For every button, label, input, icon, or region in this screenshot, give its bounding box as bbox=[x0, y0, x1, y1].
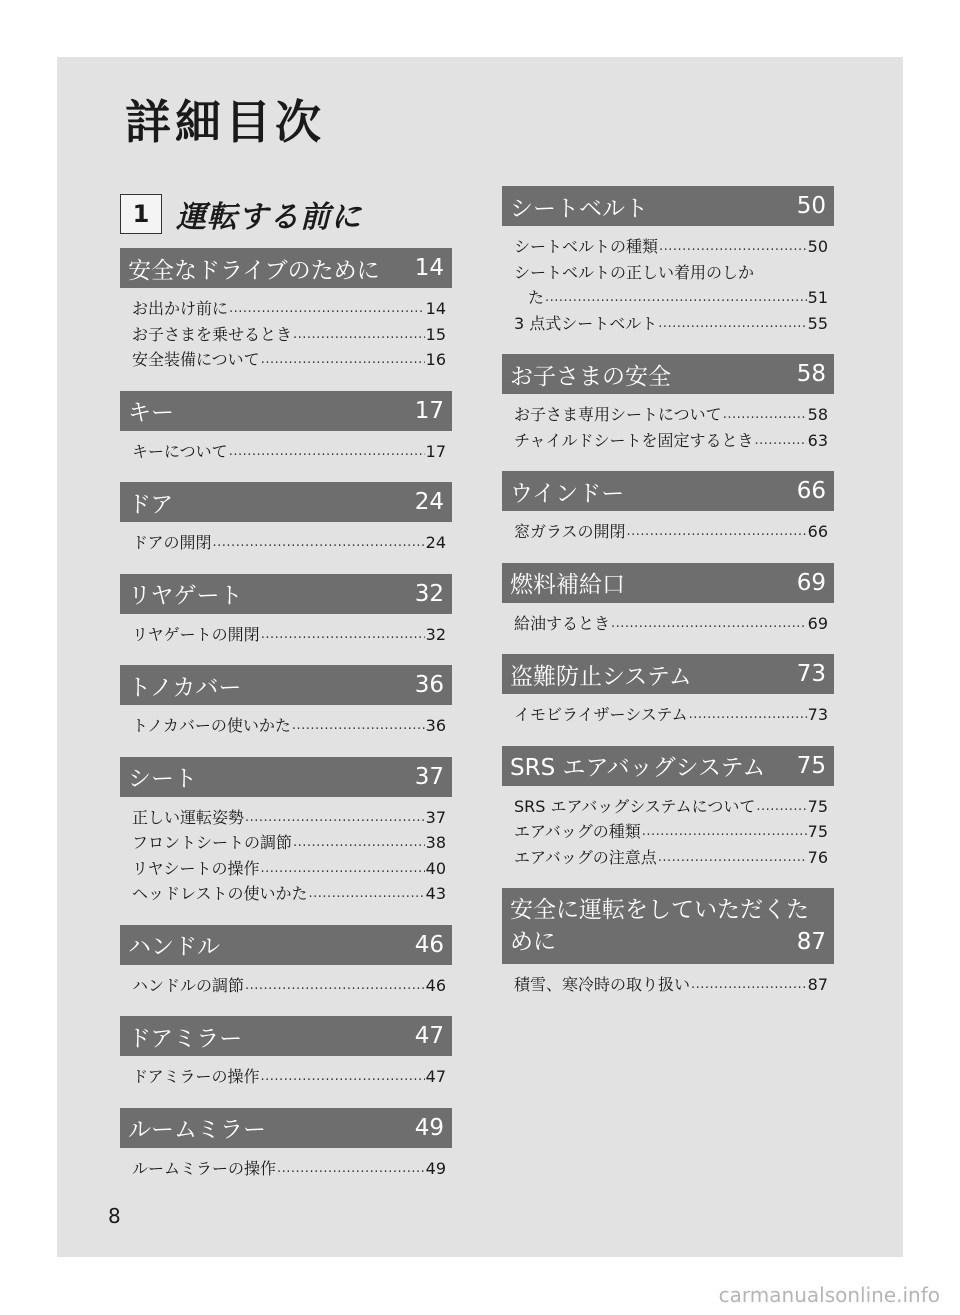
section-title: 燃料補給口 bbox=[510, 572, 625, 598]
toc-entry[interactable] bbox=[132, 973, 446, 999]
page-title: 詳細目次 bbox=[125, 95, 325, 149]
toc-entry[interactable] bbox=[514, 285, 828, 311]
section-page: 49 bbox=[414, 1114, 444, 1141]
entry-text: た bbox=[528, 288, 545, 307]
entry-list bbox=[120, 1148, 452, 1182]
dot-leader bbox=[245, 971, 425, 999]
entry-text: お子さま専用シートについて bbox=[514, 405, 722, 424]
entry-page: 49 bbox=[425, 1158, 446, 1178]
entry-text: SRS エアバッグシステムについて bbox=[514, 796, 756, 816]
section-header[interactable] bbox=[120, 482, 452, 522]
entry-text: キーについて bbox=[132, 441, 228, 461]
toc-entry-multiline[interactable] bbox=[514, 260, 828, 311]
entry-page: 55 bbox=[807, 313, 828, 333]
section-page: 17 bbox=[414, 397, 444, 424]
entry-list bbox=[502, 511, 834, 545]
entry-list bbox=[502, 394, 834, 453]
section-header[interactable] bbox=[502, 186, 834, 226]
section-page: 32 bbox=[414, 580, 444, 607]
section-header[interactable] bbox=[120, 1108, 452, 1148]
dot-leader bbox=[261, 345, 425, 373]
entry-text: エアバッグの注意点 bbox=[514, 847, 657, 867]
entry-page: 47 bbox=[425, 1067, 446, 1086]
section-title: SRS エアバッグシステム bbox=[510, 755, 766, 781]
chapter-title: 運転する前に bbox=[176, 200, 362, 235]
section-title: ウインドー bbox=[510, 480, 625, 507]
section-header[interactable] bbox=[120, 757, 452, 797]
entry-text: トノカバーの使いかた bbox=[132, 716, 291, 735]
entry-page: 75 bbox=[807, 796, 828, 816]
section-title: めに bbox=[510, 929, 556, 955]
entry-page: 76 bbox=[807, 847, 828, 867]
entry-list bbox=[120, 1056, 452, 1090]
section-header[interactable] bbox=[120, 925, 452, 965]
section-header[interactable] bbox=[120, 574, 452, 614]
page-number: 8 bbox=[108, 1204, 121, 1228]
section-page: 87 bbox=[796, 929, 826, 955]
section-header[interactable] bbox=[502, 354, 834, 394]
entry-page: 15 bbox=[425, 324, 446, 344]
toc-entry[interactable] bbox=[514, 428, 828, 454]
toc-entry[interactable] bbox=[132, 881, 446, 907]
section-title: お子さまの安全 bbox=[510, 363, 671, 390]
dot-leader bbox=[213, 528, 425, 556]
entry-text: イモビライザーシステム bbox=[514, 705, 688, 724]
chapter-heading bbox=[120, 192, 362, 236]
toc-entry[interactable] bbox=[132, 1064, 446, 1090]
entry-list bbox=[502, 786, 834, 871]
entry-text: フロントシートの調節 bbox=[132, 833, 293, 852]
dot-leader bbox=[756, 792, 806, 820]
dot-leader bbox=[689, 700, 807, 728]
section-title: ドア bbox=[128, 491, 174, 518]
toc-entry[interactable] bbox=[132, 296, 446, 322]
section-page: 50 bbox=[796, 193, 826, 219]
entry-page: 58 bbox=[807, 405, 828, 424]
entry-text: チャイルドシートを固定するとき bbox=[514, 430, 754, 450]
section-title: トノカバー bbox=[128, 674, 242, 701]
entry-list bbox=[502, 694, 834, 728]
section-page: 36 bbox=[414, 672, 444, 698]
entry-text: ヘッドレストの使いかた bbox=[132, 884, 308, 903]
dot-leader bbox=[292, 711, 425, 739]
toc-entry[interactable] bbox=[132, 856, 446, 882]
entry-list bbox=[502, 603, 834, 637]
entry-text: 給油するとき bbox=[514, 613, 611, 633]
section-title: リヤゲート bbox=[128, 583, 243, 609]
section-title: シート bbox=[128, 766, 197, 792]
entry-list bbox=[502, 226, 834, 336]
entry-text: 窓ガラスの開閉 bbox=[514, 522, 626, 541]
toc-entry[interactable] bbox=[514, 702, 828, 728]
entry-text: 3 点式シートベルト bbox=[514, 313, 658, 333]
entry-page: 73 bbox=[807, 705, 828, 724]
toc-entry[interactable] bbox=[514, 311, 828, 337]
section-header[interactable] bbox=[502, 888, 834, 964]
entry-list bbox=[502, 964, 834, 998]
left-column bbox=[120, 248, 452, 1199]
toc-entry[interactable] bbox=[514, 611, 828, 637]
entry-page: 66 bbox=[807, 522, 828, 541]
entry-text: リヤゲートの開閉 bbox=[132, 624, 260, 644]
entry-page: 87 bbox=[807, 975, 828, 994]
toc-entry[interactable] bbox=[132, 713, 446, 739]
section-title: ハンドル bbox=[128, 934, 220, 960]
entry-text: 正しい運転姿勢 bbox=[132, 807, 245, 827]
entry-page: 17 bbox=[425, 441, 446, 461]
section-title: シートベルト bbox=[510, 195, 648, 222]
entry-text: 積雪、寒冷時の取り扱い bbox=[514, 975, 691, 994]
entry-page: 32 bbox=[425, 624, 446, 644]
dot-leader bbox=[659, 232, 807, 260]
entry-page: 40 bbox=[425, 858, 446, 878]
dot-leader bbox=[627, 517, 807, 545]
entry-page: 16 bbox=[425, 350, 446, 369]
watermark: carmanualsonline.info bbox=[718, 1283, 940, 1307]
section-header[interactable] bbox=[120, 1016, 452, 1056]
entry-text: シートベルトの種類 bbox=[514, 237, 659, 256]
entry-text: エアバッグの種類 bbox=[514, 822, 641, 841]
entry-list bbox=[120, 965, 452, 999]
section-title: 安全なドライブのために bbox=[128, 257, 380, 284]
entry-page: 24 bbox=[425, 533, 446, 552]
dot-leader bbox=[723, 400, 807, 428]
section-header[interactable] bbox=[502, 471, 834, 511]
toc-entry[interactable] bbox=[514, 234, 828, 260]
section-page: 37 bbox=[414, 763, 444, 790]
entry-page: 14 bbox=[425, 299, 446, 318]
dot-leader bbox=[658, 309, 806, 337]
entry-page: 36 bbox=[425, 716, 446, 735]
section-page: 73 bbox=[796, 661, 826, 687]
dot-leader bbox=[261, 620, 425, 648]
entry-page: 50 bbox=[807, 237, 828, 256]
section-title: 盗難防止システム bbox=[510, 663, 692, 690]
dot-leader bbox=[611, 609, 807, 637]
entry-page: 75 bbox=[807, 822, 828, 841]
entry-text: ドアミラーの操作 bbox=[132, 1067, 260, 1086]
chapter-number: 1 bbox=[120, 194, 162, 234]
section-page: 24 bbox=[414, 489, 444, 515]
section-title-row bbox=[510, 926, 826, 958]
dot-leader bbox=[309, 879, 425, 907]
dot-leader bbox=[261, 1062, 425, 1090]
entry-list bbox=[120, 614, 452, 648]
entry-text: ルームミラーの操作 bbox=[132, 1158, 277, 1178]
section-header[interactable] bbox=[502, 654, 834, 694]
toc-entry[interactable] bbox=[514, 519, 828, 545]
entry-page: 43 bbox=[425, 884, 446, 903]
entry-text: リヤシートの操作 bbox=[132, 858, 260, 878]
dot-leader bbox=[229, 294, 425, 322]
entry-text: ハンドルの調節 bbox=[132, 975, 245, 995]
entry-list bbox=[120, 705, 452, 739]
section-page: 66 bbox=[796, 478, 826, 504]
entry-page: 46 bbox=[425, 975, 446, 995]
entry-list bbox=[120, 288, 452, 373]
section-header[interactable] bbox=[120, 665, 452, 705]
entry-text: ドアの開閉 bbox=[132, 533, 212, 552]
entry-list bbox=[120, 797, 452, 907]
entry-page: 69 bbox=[807, 613, 828, 633]
dot-leader bbox=[691, 970, 807, 998]
section-header[interactable] bbox=[502, 563, 834, 603]
toc-entry[interactable] bbox=[132, 322, 446, 348]
section-header[interactable] bbox=[502, 746, 834, 786]
section-page: 46 bbox=[414, 931, 444, 958]
section-page: 75 bbox=[796, 752, 826, 779]
dot-leader bbox=[658, 843, 807, 871]
dot-leader bbox=[277, 1154, 425, 1182]
section-title-line1: 安全に運転をしていただくた bbox=[510, 897, 809, 923]
entry-text: 安全装備について bbox=[132, 350, 260, 369]
toc-entry[interactable] bbox=[514, 819, 828, 845]
toc-entry[interactable] bbox=[514, 402, 828, 428]
toc-entry[interactable] bbox=[514, 972, 828, 998]
toc-entry[interactable] bbox=[132, 1156, 446, 1182]
entry-list bbox=[120, 431, 452, 465]
dot-leader bbox=[229, 437, 425, 465]
entry-text: お出かけ前に bbox=[132, 299, 229, 318]
dot-leader bbox=[545, 283, 807, 311]
toc-entry[interactable] bbox=[514, 845, 828, 871]
toc-entry[interactable] bbox=[514, 794, 828, 820]
entry-page: 37 bbox=[425, 807, 446, 827]
entry-text-line1: シートベルトの正しい着用のしか bbox=[514, 262, 755, 282]
section-header[interactable] bbox=[120, 248, 452, 288]
section-page: 69 bbox=[796, 569, 826, 596]
entry-text: お子さまを乗せるとき bbox=[132, 324, 293, 344]
section-page: 14 bbox=[414, 255, 444, 281]
entry-page: 38 bbox=[425, 833, 446, 852]
entry-list bbox=[120, 522, 452, 556]
entry-page: 63 bbox=[807, 430, 828, 450]
dot-leader bbox=[261, 854, 425, 882]
dot-leader bbox=[293, 828, 425, 856]
section-title: ドアミラー bbox=[128, 1025, 243, 1052]
section-page: 58 bbox=[796, 361, 826, 387]
toc-entry[interactable] bbox=[132, 805, 446, 831]
dot-leader bbox=[245, 803, 425, 831]
toc-entry[interactable] bbox=[132, 439, 446, 465]
toc-entry[interactable] bbox=[132, 830, 446, 856]
section-title: キー bbox=[128, 400, 174, 426]
section-header[interactable] bbox=[120, 391, 452, 431]
toc-entry[interactable] bbox=[132, 530, 446, 556]
section-title: ルームミラー bbox=[128, 1117, 266, 1143]
dot-leader bbox=[293, 320, 425, 348]
toc-entry[interactable] bbox=[132, 622, 446, 648]
dot-leader bbox=[755, 426, 807, 454]
entry-page: 51 bbox=[807, 288, 828, 307]
section-page: 47 bbox=[414, 1023, 444, 1049]
right-column bbox=[502, 186, 834, 1016]
toc-entry[interactable] bbox=[132, 347, 446, 373]
dot-leader bbox=[642, 817, 807, 845]
